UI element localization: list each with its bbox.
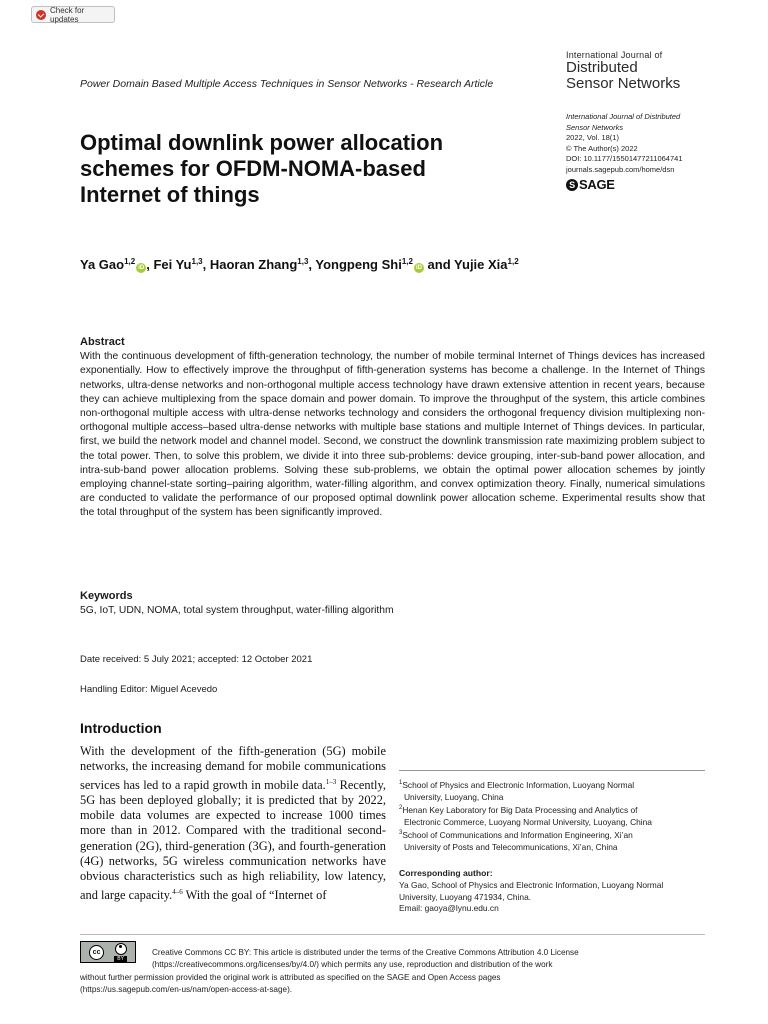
author-affiliation-mark: 1,3 — [297, 257, 309, 266]
author-name[interactable]: Haoran Zhang — [209, 257, 298, 272]
intro-text-part3: With the goal of “Internet of — [182, 887, 327, 902]
author-name[interactable]: Ya Gao — [80, 257, 125, 272]
affiliation-line2: University of Posts and Telecommunications, Xi’an, China — [404, 841, 618, 852]
affiliation-number: 3 — [399, 830, 403, 836]
keywords-section — [80, 589, 705, 618]
sage-logo — [566, 176, 746, 192]
corresponding-author-line1: Ya Gao, School of Physics and Electronic Information, Luoyang Normal — [399, 879, 664, 890]
affiliation-item — [399, 828, 705, 842]
handling-editor: Handling Editor: Miguel Acevedo — [80, 684, 218, 695]
check-updates-label: Check for updates — [50, 5, 85, 24]
journal-copyright: © The Author(s) 2022 — [566, 143, 638, 153]
journal-logo — [566, 50, 680, 92]
affiliation-line1: School of Physics and Electronic Information, Luoyang Normal — [402, 780, 635, 790]
affiliation-line2: University, Luoyang, China — [404, 791, 504, 802]
orcid-icon[interactable]: iD — [415, 265, 422, 271]
creative-commons-icon: cc — [89, 945, 104, 960]
license-line3: without further permission provided the original work is attributed as specified on the SAGE and Open Access pages — [80, 972, 501, 982]
affiliation-line1: Henan Key Laboratory for Big Data Processing and Analytics of — [402, 805, 638, 815]
journal-logo-line2: Sensor Networks — [566, 75, 681, 92]
affiliation-number: 1 — [399, 780, 403, 786]
citation-1-3[interactable]: 1–3 — [325, 777, 337, 786]
journal-doi[interactable]: DOI: 10.1177/15501477211064741 — [566, 154, 683, 163]
citation-4-6[interactable]: 4–6 — [172, 887, 183, 896]
author-name[interactable]: Yongpeng Shi — [315, 257, 402, 272]
journal-name-line1: International Journal of Distributed — [566, 112, 681, 121]
abstract-heading: Abstract — [80, 336, 125, 348]
author-separator: , — [146, 257, 154, 272]
journal-volume: 2022, Vol. 18(1) — [566, 133, 619, 142]
author-name[interactable]: Yujie Xia — [454, 257, 508, 272]
journal-logo-prefix: International Journal of — [566, 50, 663, 60]
affiliation-line2: Electronic Commerce, Luoyang Normal University, Luoyang, China — [404, 816, 652, 827]
journal-url[interactable]: journals.sagepub.com/home/dsn — [566, 164, 675, 174]
orcid-icon[interactable]: iD — [138, 265, 145, 271]
keywords-text: 5G, IoT, UDN, NOMA, total system throughput, water-filling algorithm — [80, 605, 394, 616]
license-line4[interactable]: (https://us.sagepub.com/en-us/nam/open-access-at-sage). — [80, 984, 293, 994]
affiliation-item — [399, 803, 705, 817]
abstract-section — [80, 335, 705, 521]
author-affiliation-mark: 1,2 — [507, 257, 519, 266]
journal-name-line2: Sensor Networks — [566, 122, 624, 132]
by-label: BY — [114, 956, 127, 962]
author-separator: and — [423, 257, 455, 272]
intro-text-part1: With the development of the fifth-generation (5G) mobile networks, the increasing demand for mobile communications services has led to a rapid growth in mobile data. — [80, 744, 386, 792]
author-list — [80, 253, 550, 273]
running-head: Power Domain Based Multiple Access Techniques in Sensor Networks - Research Article — [80, 78, 494, 90]
author-affiliation-mark: 1,3 — [191, 257, 203, 266]
sage-mark-icon: S — [566, 179, 578, 191]
journal-logo-line1: Distributed — [566, 59, 638, 76]
affiliation-number: 2 — [399, 805, 403, 811]
corresponding-author-line2: University, Luoyang 471934, China. — [399, 891, 532, 902]
license-line1: Creative Commons CC BY: This article is distributed under the terms of the Creative Commons Attribution 4.0 License — [152, 948, 579, 957]
affiliation-item — [399, 778, 705, 792]
license-text — [80, 947, 710, 996]
check-for-updates-button[interactable] — [31, 6, 115, 23]
introduction-heading: Introduction — [80, 720, 162, 736]
license-line2[interactable]: (https://creativecommons.org/licenses/by/4.0/) which permits any use, reproduction and distribution of the work — [152, 960, 553, 970]
intro-text-part2: Recently, 5G has been deployed globally; it is predicted that by 2022, mobile data volumes are expected to increase 1000 times more than in 2012. Compared with the traditional second-generation (2G), third-generation (3G), and fourth-generation (4G) networks, 5G wireless communication networks have obvious characteristics such as high reliability, low latency, and large capacity. — [80, 777, 386, 902]
check-updates-icon — [36, 10, 46, 20]
author-name[interactable]: Fei Yu — [153, 257, 192, 272]
journal-meta — [566, 112, 746, 191]
author-affiliation-mark: 1,2 — [124, 257, 136, 266]
affiliations-divider — [399, 770, 705, 771]
footer-divider — [80, 934, 705, 935]
author-affiliation-mark: 1,2 — [401, 257, 413, 266]
affiliation-line1: School of Communications and Information Engineering, Xi’an — [402, 830, 633, 840]
article-title: Optimal downlink power allocation schemes for OFDM-NOMA-based Internet of things — [80, 130, 444, 207]
corresponding-author-email[interactable]: Email: gaoya@lynu.edu.cn — [399, 903, 499, 914]
date-received: Date received: 5 July 2021; accepted: 12 October 2021 — [80, 654, 313, 665]
introduction-text — [80, 744, 386, 903]
keywords-heading: Keywords — [80, 590, 133, 602]
author-separator: , — [202, 257, 210, 272]
author-separator: , — [308, 257, 316, 272]
abstract-text: With the continuous development of fifth-generation technology, the number of mobile terminal Internet of Things devices has increased exponentially. How to effectively improve the throughput of fifth-generation systems has become a challenge. In the Internet of Things networks, ultra-dense networks and non-orthogonal multiple access technology have drawn extensive attention in recent years, because they can achieve multiplexing from the space domain and power domain. To improve the throughput of the system, this article combines non-orthogonal multiple access with ultra-dense networks technology and considers the orthogonal frequency division multiplexing non-orthogonal multiple access–based ultra-dense networks with multiple base stations and multiple Internet of Things devices. In particular, first, we build the network model and channel model. Second, we construct the downlink transmission rate maximizing problem subject to the total power. Then, to solve this problem, we divide it into three sub-problems: device grouping, inter-sub-band power allocation, and intra-sub-band power allocation problems. Solving these sub-problems, we obtain the optimal power allocation schemes by jointly employing channel-state sorting–pairing algorithm, water-filling algorithm, and convex optimization theory. Finally, numerical simulations are conducted to validate the performance of our proposed optimal downlink power allocation scheme. Experimental results show that the total throughput of the system has been significantly improved. — [80, 351, 705, 519]
affiliations — [399, 778, 705, 853]
corresponding-author — [399, 868, 705, 915]
sage-wordmark: SAGE — [579, 176, 615, 192]
corresponding-author-heading: Corresponding author: — [399, 868, 493, 878]
